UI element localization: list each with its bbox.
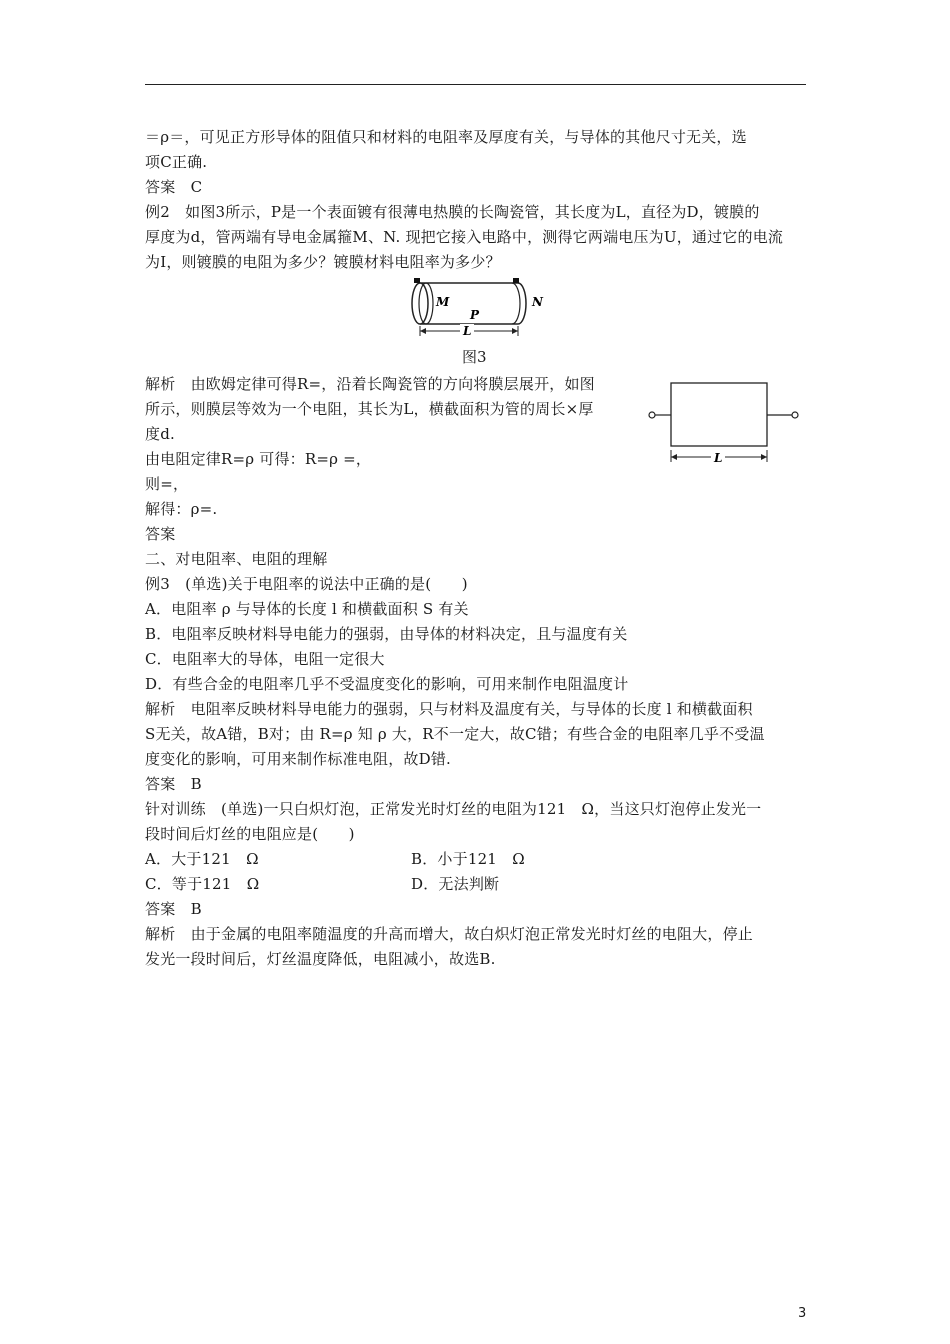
analysis-line: S无关，故A错，B对；由 R=ρ 知 ρ 大，R不一定大，故C错；有些合金的电阻率几乎不受温 bbox=[145, 725, 765, 743]
analysis-line: 度变化的影响，可用来制作标准电阻，故D错. bbox=[145, 750, 451, 768]
analysis-line: 发光一段时间后，灯丝温度降低，电阻减小，故选B. bbox=[145, 950, 496, 968]
label-m: M bbox=[436, 295, 450, 309]
figure-3-ceramic-tube bbox=[400, 272, 555, 344]
example-2-line: 厚度为d，管两端有导电金属箍M、N. 现把它接入电路中，测得它两端电压为U，通过它的电流 bbox=[145, 228, 784, 246]
page-number: 3 bbox=[798, 1306, 807, 1321]
text-line: 由电阻定律R=ρ 可得：R=ρ =， bbox=[145, 450, 372, 468]
analysis-line: 解析 由欧姆定律可得R=，沿着长陶瓷管的方向将膜层展开，如图 bbox=[145, 375, 595, 393]
practice-line: 段时间后灯丝的电阻应是( ) bbox=[145, 825, 355, 843]
label-l: L bbox=[463, 324, 472, 338]
answer-line: 答案 bbox=[145, 525, 176, 543]
analysis-line: 解析 电阻率反映材料导电能力的强弱，只与材料及温度有关，与导体的长度 l 和横截面积 bbox=[145, 700, 753, 718]
option-d: D．无法判断 bbox=[411, 875, 500, 893]
practice-line: 针对训练 (单选)一只白炽灯泡，正常发光时灯丝的电阻为121 Ω，当这只灯泡停止发光一 bbox=[145, 800, 762, 818]
text-line: 项C正确. bbox=[145, 153, 208, 171]
example-2-line: 例2 如图3所示，P是一个表面镀有很薄电热膜的长陶瓷管，其长度为L，直径为D，镀膜的 bbox=[145, 203, 760, 221]
label-l: L bbox=[714, 451, 723, 465]
text-line: ＝ρ＝，可见正方形导体的阻值只和材料的电阻率及厚度有关，与导体的其他尺寸无关，选 bbox=[145, 128, 747, 146]
option-b: B．小于121 Ω bbox=[411, 850, 525, 868]
analysis-line: 所示，则膜层等效为一个电阻，其长为L，横截面积为管的周长×厚 bbox=[145, 400, 594, 418]
figure-3-caption: 图3 bbox=[462, 348, 487, 366]
example-3-line: 例3 (单选)关于电阻率的说法中正确的是( ) bbox=[145, 575, 468, 593]
option-d: D．有些合金的电阻率几乎不受温度变化的影响，可用来制作电阻温度计 bbox=[145, 675, 629, 693]
answer-line: 答案 C bbox=[145, 178, 203, 196]
analysis-line: 解析 由于金属的电阻率随温度的升高而增大，故白炽灯泡正常发光时灯丝的电阻大，停止 bbox=[145, 925, 754, 943]
section-heading: 二、对电阻率、电阻的理解 bbox=[145, 550, 328, 568]
answer-line: 答案 B bbox=[145, 775, 202, 793]
option-a: A．大于121 Ω bbox=[145, 850, 259, 868]
text-line: 则=， bbox=[145, 475, 189, 493]
option-c: C．电阻率大的导体，电阻一定很大 bbox=[145, 650, 385, 668]
analysis-line: 度d. bbox=[145, 425, 175, 443]
example-2-line: 为I，则镀膜的电阻为多少？镀膜材料电阻率为多少？ bbox=[145, 253, 501, 271]
figure-resistor-equivalent bbox=[645, 378, 805, 466]
label-n: N bbox=[532, 295, 543, 309]
option-c: C．等于121 Ω bbox=[145, 875, 260, 893]
option-b: B．电阻率反映材料导电能力的强弱，由导体的材料决定，且与温度有关 bbox=[145, 625, 628, 643]
header-rule bbox=[145, 84, 806, 85]
text-line: 解得：ρ=. bbox=[145, 500, 218, 518]
option-a: A．电阻率 ρ 与导体的长度 l 和横截面积 S 有关 bbox=[145, 600, 469, 618]
label-p: P bbox=[470, 308, 480, 322]
answer-line: 答案 B bbox=[145, 900, 202, 918]
